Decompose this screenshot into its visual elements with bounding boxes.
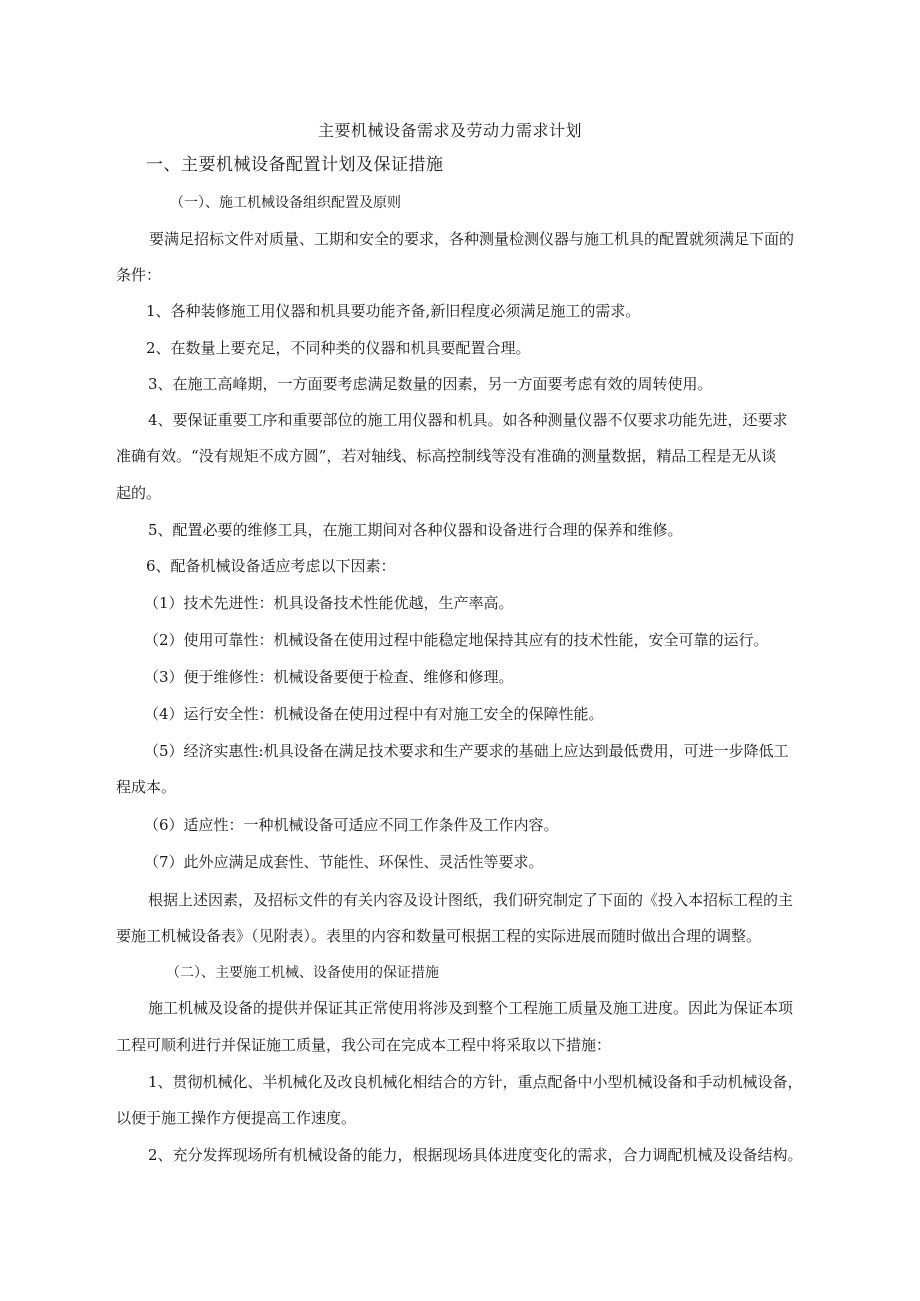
- paragraph-line: 根据上述因素，及招标文件的有关内容及设计图纸，我们研究制定了下面的《投入本招标工程的主: [148, 891, 794, 909]
- factor-item-continuation: 程成本。: [116, 778, 177, 796]
- factor-item: （6）适应性：一种机械设备可适应不同工作条件及工作内容。: [144, 816, 559, 834]
- measure-item-continuation: 以便于施工操作方便提高工作速度。: [116, 1109, 357, 1127]
- factor-item: （4）运行安全性：机械设备在使用过程中有对施工安全的保障性能。: [144, 705, 604, 723]
- subsection-heading-2: （二）、主要施工机械、设备使用的保证措施: [166, 965, 439, 981]
- list-item: 3、在施工高峰期，一方面要考虑满足数量的因素，另一方面要考虑有效的周转使用。: [148, 375, 713, 393]
- paragraph-line: 要施工机械设备表》（见附表）。表里的内容和数量可根据工程的实际进展而随时做出合理的调整。: [116, 927, 762, 945]
- list-item: 2、在数量上要充足，不同种类的仪器和机具要配置合理。: [146, 339, 531, 357]
- factor-item: （2）使用可靠性：机械设备在使用过程中能稳定地保持其应有的技术性能，安全可靠的运行。: [144, 631, 769, 649]
- paragraph-line: 施工机械及设备的提供并保证其正常使用将涉及到整个工程施工质量及施工进度。因此为保证本项: [148, 999, 794, 1017]
- list-item: 5、配置必要的维修工具，在施工期间对各种仪器和设备进行合理的保养和维修。: [148, 521, 683, 539]
- paragraph-line: 工程可顺利进行并保证施工质量，我公司在完成本工程中将采取以下措施：: [116, 1036, 612, 1054]
- subsection-heading-1: （一）、施工机械设备组织配置及原则: [170, 195, 401, 211]
- measure-item: 1、贯彻机械化、半机械化及改良机械化相结合的方针，重点配备中小型机械设备和手动机械设备，: [148, 1073, 803, 1091]
- paragraph-line: 要满足招标文件对质量、工期和安全的要求，各种测量检测仪器与施工机具的配置就须满足下面的: [149, 230, 795, 248]
- factor-item: （1）技术先进性：机具设备技术性能优越，生产率高。: [144, 594, 514, 612]
- list-item-continuation: 准确有效。“没有规矩不成方圆”，若对轴线、标高控制线等没有准确的测量数据，精品工程是无从谈: [116, 447, 777, 465]
- factor-item: （5）经济实惠性:机具设备在满足技术要求和生产要求的基础上应达到最低费用，可进一步降低工: [144, 742, 789, 760]
- page-title: 主要机械设备需求及劳动力需求计划: [318, 121, 583, 140]
- paragraph-line: 条件：: [116, 266, 162, 284]
- list-item: 6、配备机械设备适应考虑以下因素：: [146, 557, 396, 575]
- section-heading-1: 一、主要机械设备配置计划及保证措施: [146, 155, 444, 175]
- list-item-continuation: 起的。: [116, 484, 162, 502]
- measure-item: 2、充分发挥现场所有机械设备的能力，根据现场具体进度变化的需求，合力调配机械及设备结构。: [148, 1146, 803, 1164]
- list-item: 4、要保证重要工序和重要部位的施工用仪器和机具。如各种测量仪器不仅要求功能先进，还要求: [148, 411, 788, 429]
- factor-item: （3）便于维修性：机械设备要便于检查、维修和修理。: [144, 668, 514, 686]
- list-item: 1、各种装修施工用仪器和机具要功能齐备,新旧程度必须满足施工的需求。: [146, 302, 641, 320]
- factor-item: （7）此外应满足成套性、节能性、环保性、灵活性等要求。: [144, 853, 544, 871]
